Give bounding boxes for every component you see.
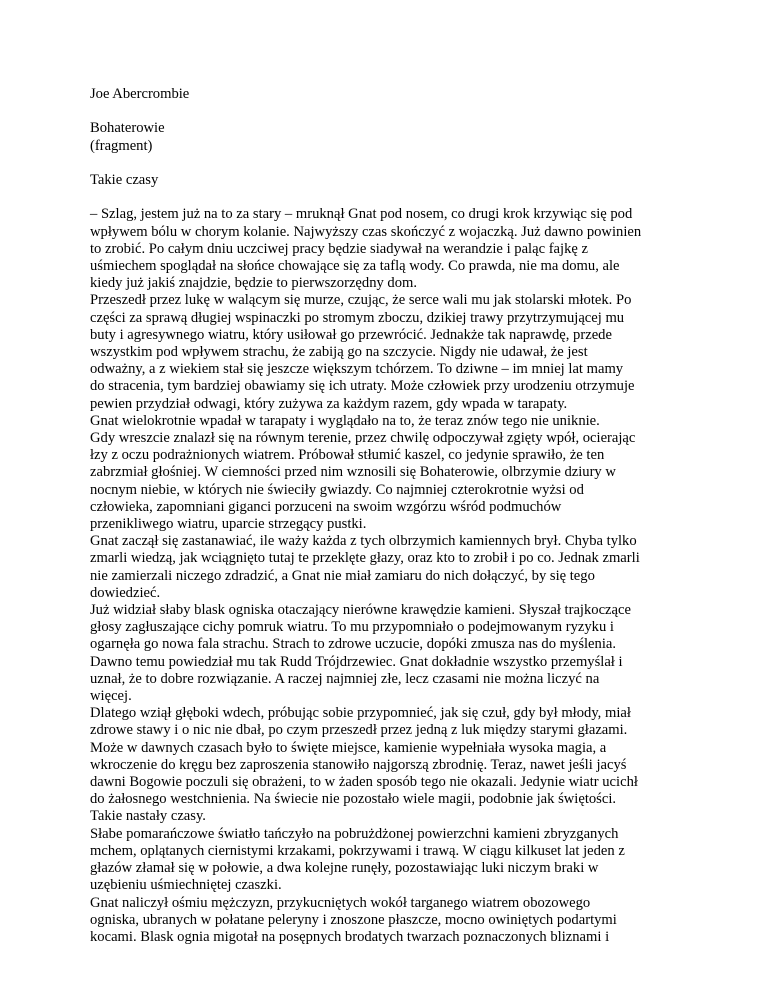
text-line: pewien przydział odwagi, który zużywa za każdym razem, gdy wpada w tarapaty.: [90, 395, 568, 412]
paragraph: [90, 705, 690, 808]
text-line: głosy zagłuszające cichy pomruk wiatru. To mu przypomniało o podejmowanym ryzyku i: [90, 619, 614, 636]
paragraph: [90, 895, 690, 947]
text-line: głazów złamał się w połowie, a dwa kolejne runęły, pozostawiając luki niczym braki w: [90, 860, 599, 877]
text-line: do stracenia, tym bardziej obawiamy się ich utraty. Może człowiek przy urodzeniu otrzymuje: [90, 378, 635, 395]
text-line: Gnat zaczął się zastanawiać, ile waży każda z tych olbrzymich kamiennych brył. Chyba tylko: [90, 533, 637, 550]
paragraph: [90, 292, 690, 412]
text-line: Przeszedł przez lukę w walącym się murze, czując, że serce wali mu jak stolarski młotek. Po: [90, 292, 632, 309]
text-line: kiedy już jakiś znajdzie, będzie to pierwszorzędny dom.: [90, 275, 418, 292]
text-line: Gnat naliczył ośmiu mężczyzn, przykucniętych wokół targanego wiatrem obozowego: [90, 894, 591, 911]
text-line: Może w dawnych czasach było to święte miejsce, kamienie wypełniała wysoka magia, a: [90, 739, 607, 756]
text-line: – Szlag, jestem już na to za stary – mruknął Gnat pod nosem, co drugi krok krzywiąc się pod: [90, 206, 633, 223]
text-line: człowieka, zapomniani giganci porzuceni na swoim wzgórzu wśród podmuchów: [90, 498, 562, 515]
text-line: do żałosnego westchnienia. Na świecie nie pozostało wiele magii, podobnie jak świętości.: [90, 791, 617, 808]
text-line: Już widział słaby blask ogniska otaczający nierówne krawędzie kamieni. Słyszał trajkoczące: [90, 602, 631, 619]
text-line: buty i agresywnego wiatru, który usiłował go przewrócić. Jednakże tak naprawdę, przede: [90, 326, 612, 343]
text-line: przenikliwego wiatru, uparcie strzegący pustki.: [90, 516, 367, 533]
text-line: Takie nastały czasy.: [90, 808, 206, 825]
author-name: Joe Abercrombie: [90, 86, 190, 102]
text-line: Dawno temu powiedział mu tak Rudd Trójdrzewiec. Gnat dokładnie wszystko przemyślał i: [90, 653, 623, 670]
text-line: mchem, oplątanych ciernistymi krzakami, pokrzywami i trawą. W ciągu kilkuset lat jeden z: [90, 842, 625, 859]
text-line: dowiedzieć.: [90, 584, 161, 601]
author-line: [90, 86, 690, 103]
text-line: odważny, a z wiekiem stał się jeszcze większym tchórzem. To dziwne – im mniej lat mamy: [90, 361, 624, 378]
text-line: uzębieniu uśmiechniętej czaszki.: [90, 877, 282, 894]
text-line: więcej.: [90, 688, 132, 705]
document-page: [90, 86, 690, 946]
text-line: zdrowe stawy i o nic nie dbał, po czym przeszedł przez jedną z luk między starymi głazami.: [90, 722, 628, 739]
text-line: ogniska, ubranych w połatane peleryny i znoszone płaszcze, mocno owiniętych podartymi: [90, 911, 617, 928]
book-title: Bohaterowie: [90, 120, 165, 137]
text-line: wpływem bólu w chorym kolanie. Najwyższy czas skończyć z wojaczką. Już dawno powinien: [90, 223, 642, 240]
paragraph: [90, 430, 690, 533]
text-line: Gdy wreszcie znalazł się na równym terenie, przez chwilę odpoczywał zgięty wpół, ocierając: [90, 430, 636, 447]
text-line: dawni Bogowie poczuli się obrażeni, to w żaden sposób tego nie okazali. Jedynie wiatr ucichł: [90, 774, 638, 791]
text-line: Dlatego wziął głęboki wdech, próbując sobie przypomnieć, jak się czuł, gdy był młody, miał: [90, 705, 631, 722]
text-line: części za sprawą długiej wspinaczki po stromym zboczu, dzikiej trawy przytrzymującej mu: [90, 309, 625, 326]
paragraph: [90, 826, 690, 895]
paragraph: [90, 533, 690, 602]
text-line: kocami. Blask ognia migotał na posępnych brodatych twarzach poznaczonych bliznami i: [90, 928, 610, 945]
chapter-block: [90, 172, 690, 189]
text-line: zabrzmiał głośniej. W ciemności przed nim wznosili się Bohaterowie, olbrzymie dziury w: [90, 464, 616, 481]
text-line: uznał, że to dobre rozwiązanie. A raczej najmniej złe, lecz czasami nie można liczyć na: [90, 670, 600, 687]
paragraph: [90, 206, 690, 292]
text-line: łzy z oczu podrażnionych wiatrem. Próbował stłumić kaszel, co jedynie sprawiło, że ten: [90, 447, 605, 464]
paragraph: [90, 808, 690, 825]
text-line: wkroczenie do kręgu bez zaproszenia stanowiło najgorszą zbrodnię. Teraz, nawet jeśli jacyś: [90, 756, 627, 773]
text-line: Gnat wielokrotnie wpadał w tarapaty i wyglądało na to, że teraz znów tego nie uniknie.: [90, 412, 600, 429]
text-line: Słabe pomarańczowe światło tańczyło na pobrużdżonej powierzchni kamieni zbryzganych: [90, 825, 619, 842]
text-line: ogarnęła go nowa fala strachu. Strach to zdrowe uczucie, dopóki zmusza nas do myślenia.: [90, 636, 617, 653]
text-line: zmarli wiedzą, jak wciągnięto tutaj te przeklęte głazy, oraz kto to zrobił i po co. Jednak zmarli: [90, 550, 640, 567]
book-subtitle: (fragment): [90, 137, 153, 154]
text-line: uśmiechem spoglądał na słońce chowające się za taflą wody. Co prawda, nie ma domu, ale: [90, 257, 620, 274]
text-line: to zrobić. Po całym dniu uczciwej pracy będzie siadywał na werandzie i paląc fajkę z: [90, 240, 588, 257]
text-line: wszystkim pod wpływem strachu, że zabiją go na szczycie. Nigdy nie udawał, że jest: [90, 344, 588, 360]
chapter-title: Takie czasy: [90, 171, 159, 188]
paragraph: [90, 602, 690, 705]
text-line: nocnym niebie, w których nie świeciły gwiazdy. Co najmniej czterokrotnie wyżsi od: [90, 481, 584, 498]
body-text: [90, 206, 690, 946]
text-line: nie zamierzali niczego zdradzić, a Gnat nie miał zamiaru do nich dołączyć, by się tego: [90, 567, 595, 584]
paragraph: [90, 413, 690, 430]
title-block: [90, 120, 690, 154]
